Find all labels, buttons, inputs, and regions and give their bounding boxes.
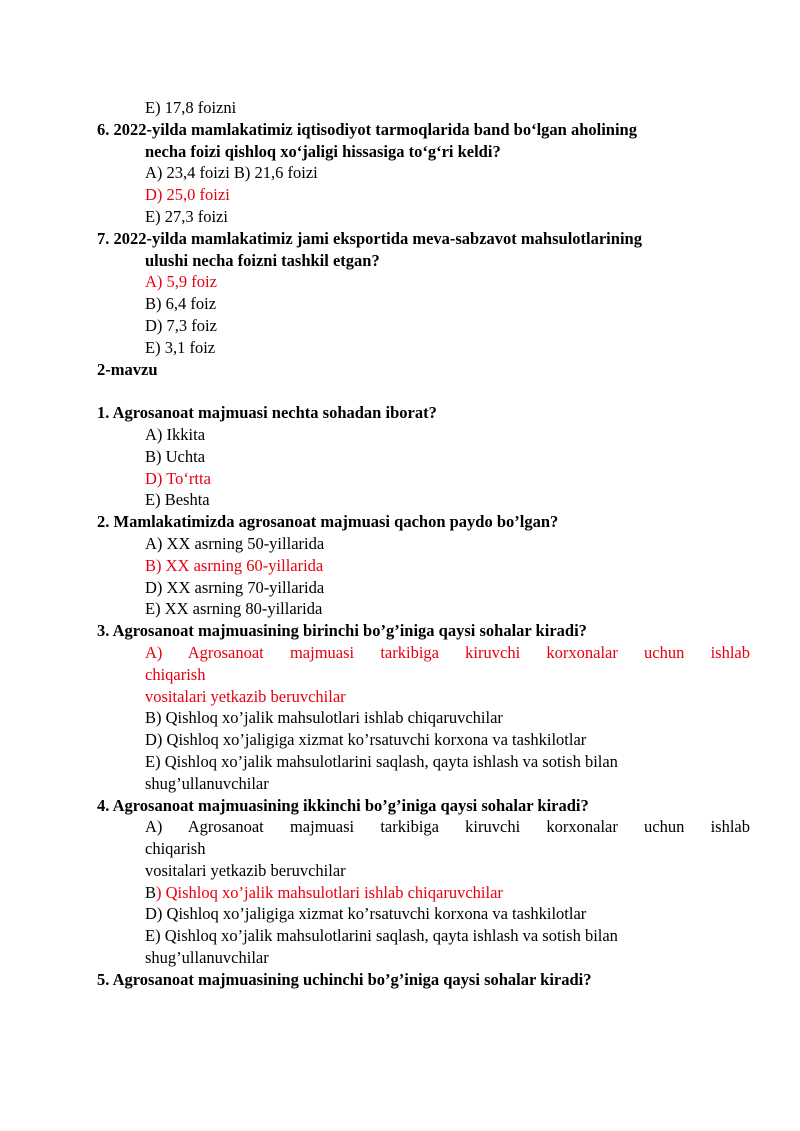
s2-question-3-text: 3. Agrosanoat majmuasining birinchi bo’g’iniga qaysi sohalar kiradi? <box>97 621 587 641</box>
s2-question-5-text: 5. Agrosanoat majmuasining uchinchi bo’g’iniga qaysi sohalar kiradi? <box>97 969 592 989</box>
s2-question-3-option-a-correct: A) Agrosanoat majmuasi tarkibiga kiruvchi korxonalar uchun ishlab <box>145 642 750 662</box>
section2-question-3 <box>0 620 800 794</box>
question-6-text-cont: necha foizi qishloq xo‘jaligi hissasiga to‘g‘ri keldi? <box>145 141 501 161</box>
question-7-option-b: B) 6,4 foiz <box>145 294 217 314</box>
section2-question-5 <box>0 969 800 991</box>
s2-question-4-text: 4. Agrosanoat majmuasining ikkinchi bo’g’iniga qaysi sohalar kiradi? <box>97 795 589 815</box>
s2-question-3-option-d: D) Qishloq xo’jaligiga xizmat ko’rsatuvchi korxona va tashkilotlar <box>145 730 587 750</box>
prev-question-option-e: E) 17,8 foizni <box>145 98 237 117</box>
document-page <box>0 97 800 991</box>
question-6-text: 6. 2022-yilda mamlakatimiz iqtisodiyot tarmoqlarida band bo‘lgan aholining <box>97 119 637 139</box>
question-6-option-e: E) 27,3 foizi <box>145 206 228 226</box>
s2-question-1-option-e: E) Beshta <box>145 490 210 510</box>
question-6-options-ab: A) 23,4 foizi B) 21,6 foizi <box>145 163 318 183</box>
question-7-text-cont: ulushi necha foizni tashkil etgan? <box>145 250 380 270</box>
s2-question-1-option-b: B) Uchta <box>145 446 206 466</box>
s2-question-4-option-a-cont2: vositalari yetkazib beruvchilar <box>145 860 346 880</box>
question-6 <box>0 119 800 228</box>
s2-question-3-option-a-cont2: vositalari yetkazib beruvchilar <box>145 686 346 706</box>
s2-question-2-option-b-correct: B) XX asrning 60-yillarida <box>145 555 324 575</box>
s2-question-3-option-b: B) Qishloq xo’jalik mahsulotlari ishlab chiqaruvchilar <box>145 708 503 728</box>
s2-question-3-option-e-cont: shug’ullanuvchilar <box>145 773 269 793</box>
question-7-option-e: E) 3,1 foiz <box>145 337 216 357</box>
s2-question-4-option-a-cont: chiqarish <box>145 839 206 859</box>
s2-question-3-option-a-cont: chiqarish <box>145 664 206 684</box>
s2-question-4-option-a: A) Agrosanoat majmuasi tarkibiga kiruvchi korxonalar uchun ishlab <box>145 817 750 837</box>
s2-question-4-option-e-cont: shug’ullanuvchilar <box>145 948 269 968</box>
s2-question-1-text: 1. Agrosanoat majmuasi nechta sohadan iborat? <box>97 403 437 423</box>
s2-question-2-option-a: A) XX asrning 50-yillarida <box>145 533 325 553</box>
question-7-option-a-correct: A) 5,9 foiz <box>145 272 217 292</box>
s2-question-4-option-d: D) Qishloq xo’jaligiga xizmat ko’rsatuvchi korxona va tashkilotlar <box>145 904 587 924</box>
question-7 <box>0 228 800 359</box>
s2-question-4-option-b-correct: ) Qishloq xo’jalik mahsulotlari ishlab chiqaruvchilar <box>156 882 503 902</box>
s2-question-1-option-a: A) Ikkita <box>145 424 206 444</box>
question-6-option-d-correct: D) 25,0 foizi <box>145 185 230 205</box>
s2-question-4-option-b <box>0 882 800 904</box>
s2-question-2-option-e: E) XX asrning 80-yillarida <box>145 599 323 619</box>
section2-question-1 <box>0 402 800 511</box>
question-7-text: 7. 2022-yilda mamlakatimiz jami eksportida meva-sabzavot mahsulotlarining <box>97 228 642 248</box>
blank-line <box>0 380 800 402</box>
section2-question-2 <box>0 511 800 620</box>
s2-question-1-option-d-correct: D) To‘rtta <box>145 468 211 488</box>
s2-question-2-option-d: D) XX asrning 70-yillarida <box>145 577 325 597</box>
section2-question-4 <box>0 795 800 969</box>
s2-question-3-option-e: E) Qishloq xo’jalik mahsulotlarini saqlash, qayta ishlash va sotish bilan <box>145 751 618 771</box>
s2-question-4-option-e: E) Qishloq xo’jalik mahsulotlarini saqlash, qayta ishlash va sotish bilan <box>145 926 618 946</box>
question-7-option-d: D) 7,3 foiz <box>145 315 217 335</box>
section-heading: 2-mavzu <box>97 359 158 379</box>
s2-question-2-text: 2. Mamlakatimizda agrosanoat majmuasi qachon paydo bo’lgan? <box>97 512 559 532</box>
s2-question-4-option-b-letter: B <box>145 882 157 902</box>
